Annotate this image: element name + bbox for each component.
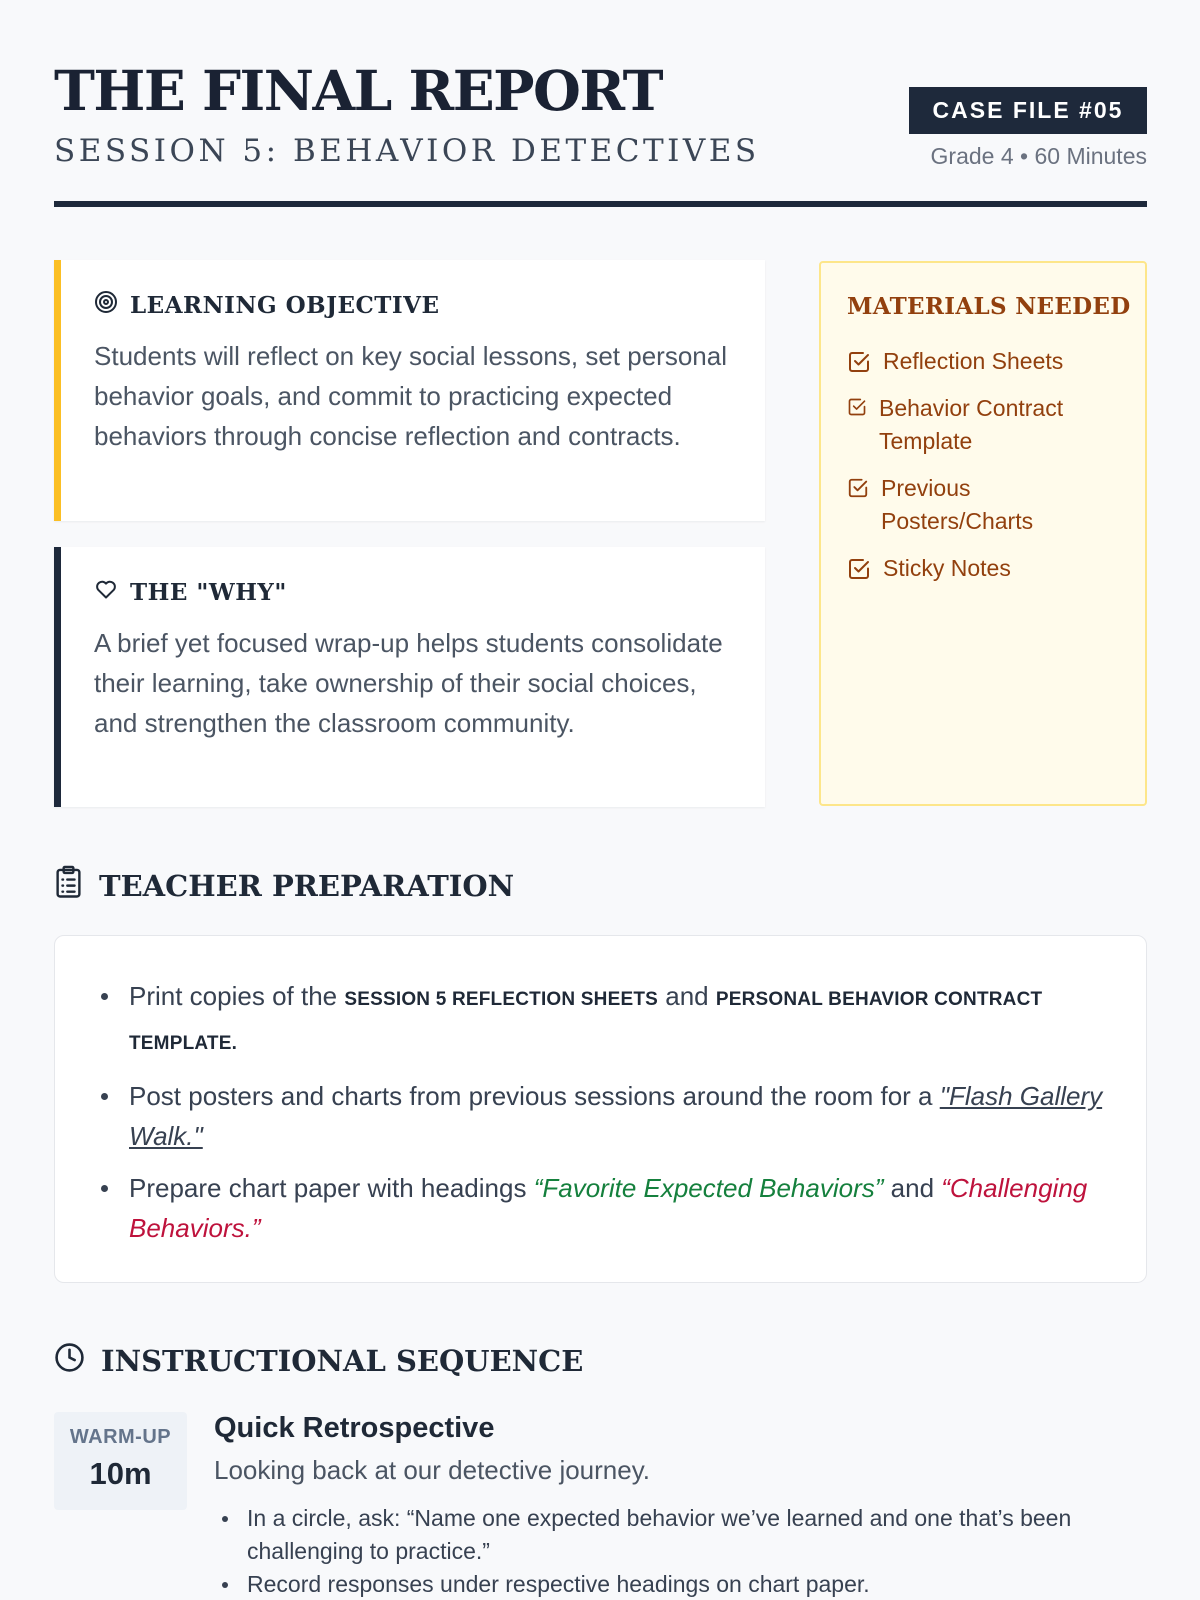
- warm-up-step: [214, 1412, 1147, 1600]
- why-card: [54, 547, 765, 807]
- step-subtitle: Looking back at our detective journey.: [214, 1455, 651, 1485]
- lesson-plan-page: [54, 0, 1147, 1597]
- list-item: In a circle, ask: “Name one expected behavior we’ve learned and one that’s been challenging to practice.”: [214, 1502, 1147, 1568]
- materials-item: Reflection Sheets: [847, 345, 1127, 378]
- document-name: SESSION 5 REFLECTION SHEETS: [344, 989, 659, 1010]
- challenging-behaviors-heading: “Challenging Behaviors.”: [129, 1173, 1088, 1243]
- materials-item: Behavior Contract Template: [847, 392, 1127, 458]
- flash-gallery-walk-link[interactable]: "Flash Gallery Walk.": [129, 1081, 1103, 1151]
- list-item: Print copies of the SESSION 5 REFLECTION SHEETS and PERSONAL BEHAVIOR CONTRACT TEMPLATE.: [99, 976, 1106, 1064]
- preparation-list: [99, 976, 1106, 1260]
- teacher-preparation-heading: TEACHER PREPARATION: [99, 868, 515, 903]
- why-text: A brief yet focused wrap-up helps students consolidate their learning, take ownership of their social choices, and strengthen the classroom community.: [94, 628, 723, 738]
- why-heading: THE "WHY": [130, 578, 287, 606]
- learning-objective-heading: LEARNING OBJECTIVE: [130, 291, 440, 319]
- materials-list: [847, 345, 1127, 599]
- grade-duration-meta: Grade 4 • 60 Minutes: [930, 143, 1147, 169]
- page-subtitle: SESSION 5: BEHAVIOR DETECTIVES: [54, 133, 760, 169]
- checkbox-checked-icon: [847, 477, 869, 499]
- list-item: Record responses under respective headings on chart paper.: [214, 1568, 1147, 1600]
- favorite-behaviors-heading: “Favorite Expected Behaviors”: [533, 1173, 884, 1203]
- materials-needed-panel: [819, 261, 1147, 806]
- instructional-sequence-header: [54, 1342, 583, 1380]
- case-file-badge: CASE FILE #05: [909, 87, 1147, 134]
- learning-objective-card: [54, 260, 765, 521]
- teacher-preparation-box: [54, 935, 1147, 1283]
- page-title: THE FINAL REPORT: [54, 58, 663, 123]
- step-bullets: [214, 1502, 1147, 1600]
- phase-duration: 10m: [89, 1456, 152, 1491]
- clipboard-icon: [54, 865, 83, 906]
- clock-icon: [54, 1342, 85, 1380]
- document-name: PERSONAL BEHAVIOR CONTRACT TEMPLATE: [129, 989, 1043, 1054]
- list-item: Prepare chart paper with headings “Favorite Expected Behaviors” and “Challenging Behaviors.”: [99, 1168, 1106, 1248]
- learning-objective-text: Students will reflect on key social lessons, set personal behavior goals, and commit to practicing expected behaviors through concise reflection and contracts.: [94, 341, 727, 451]
- phase-label: WARM-UP: [69, 1426, 172, 1448]
- teacher-preparation-header: [54, 865, 514, 906]
- phase-time-box: [54, 1412, 187, 1510]
- step-title: Quick Retrospective: [214, 1412, 495, 1444]
- checkbox-checked-icon: [847, 557, 871, 581]
- checkbox-checked-icon: [847, 397, 867, 417]
- materials-heading: MATERIALS NEEDED: [847, 293, 1131, 320]
- page-header: [54, 0, 1147, 207]
- materials-item: Sticky Notes: [847, 552, 1127, 585]
- materials-item: Previous Posters/Charts: [847, 472, 1127, 538]
- instructional-sequence-heading: INSTRUCTIONAL SEQUENCE: [101, 1344, 584, 1378]
- heart-icon: [94, 577, 118, 607]
- checkbox-checked-icon: [847, 350, 871, 374]
- target-icon: [94, 290, 118, 320]
- list-item: Post posters and charts from previous sessions around the room for a "Flash Gallery Walk.": [99, 1076, 1106, 1156]
